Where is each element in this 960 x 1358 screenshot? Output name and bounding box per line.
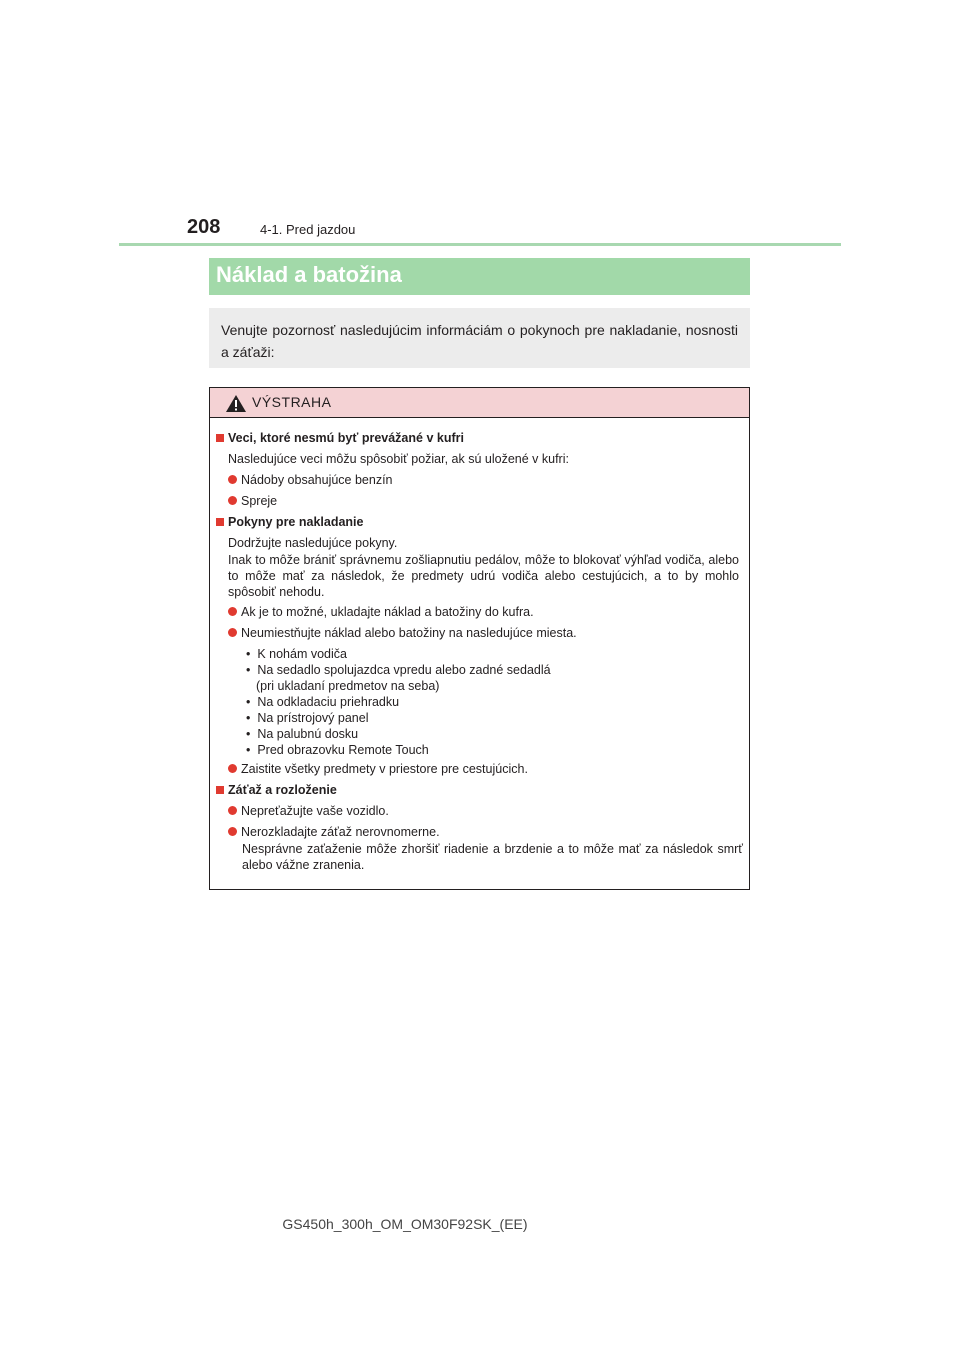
s1-b2-row [228, 494, 277, 508]
s2-text2: Inak to môže brániť správnemu zošliapnutiu pedálov, môže to blokovať výhľad vodiča, alebo to môže mať za následok, že predmety udrú vodiča alebo cestujúcich, a to by mohlo spôsobiť nehodu. [228, 553, 739, 599]
s3-b2: Nerozkladajte záťaž nerovnomerne. [241, 825, 440, 839]
s1-text: Nasledujúce veci môžu spôsobiť požiar, ak sú uložené v kufri: [228, 452, 569, 466]
sub-item-1: • K nohám vodiča [246, 647, 347, 661]
sub-item-2: • Na sedadlo spolujazdca vpredu alebo zadné sedadlá [246, 663, 551, 677]
sub-item-1-text: K nohám vodiča [257, 647, 347, 661]
round-bullet-icon [228, 827, 237, 836]
header-rule [119, 243, 841, 246]
s2-b3: Zaistite všetky predmety v priestore pre cestujúcich. [241, 762, 528, 776]
warning-label: VÝSTRAHA [252, 394, 332, 410]
s1-b1-row [228, 473, 393, 487]
s3-heading-row [216, 783, 337, 797]
warning-triangle-icon [225, 394, 247, 413]
warning-box [209, 387, 750, 890]
square-bullet-icon [216, 518, 224, 526]
intro-box: Venujte pozornosť nasledujúcim informáciám o pokynoch pre nakladanie, nosnosti a záťaži: [209, 308, 750, 368]
round-bullet-icon [228, 475, 237, 484]
s3-b1: Nepreťažujte vaše vozidlo. [241, 804, 389, 818]
round-bullet-icon [228, 806, 237, 815]
square-bullet-icon [216, 786, 224, 794]
footer-code: GS450h_300h_OM_OM30F92SK_(EE) [282, 1216, 528, 1232]
s1-b2: Spreje [241, 494, 278, 508]
s3-b2-row [228, 825, 440, 839]
s2-b2: Neumiestňujte náklad alebo batožiny na nasledujúce miesta. [241, 626, 577, 640]
sub-item-3: • Na odkladaciu priehradku [246, 695, 400, 709]
warning-header [210, 388, 749, 418]
s1-heading: Veci, ktoré nesmú byť prevážané v kufri [228, 431, 464, 445]
s3-heading: Záťaž a rozloženie [228, 783, 337, 797]
s2-b1-row [228, 605, 534, 619]
s1-heading-row [216, 431, 464, 445]
section-label: 4-1. Pred jazdou [260, 222, 356, 237]
sub-item-6-text: Pred obrazovku Remote Touch [257, 743, 429, 757]
s2-b3-row [228, 762, 528, 776]
s2-b1: Ak je to možné, ukladajte náklad a batožiny do kufra. [241, 605, 534, 619]
s3-b2-text: Nesprávne zaťaženie môže zhoršiť riadenie a brzdenie a to môže mať za následok smrť alebo vážne zranenia. [242, 842, 743, 872]
s2-text1: Dodržujte nasledujúce pokyny. [228, 536, 398, 550]
sub-item-5: • Na palubnú dosku [246, 727, 359, 741]
s2-heading-row [216, 515, 363, 529]
s2-heading: Pokyny pre nakladanie [228, 515, 364, 529]
page-title: Náklad a batožina [216, 262, 402, 287]
s1-b1: Nádoby obsahujúce benzín [241, 473, 393, 487]
round-bullet-icon [228, 628, 237, 637]
sub-item-3-text: Na odkladaciu priehradku [257, 695, 400, 709]
sub-item-4: • Na prístrojový panel [246, 711, 369, 725]
sub-item-6: • Pred obrazovku Remote Touch [246, 743, 429, 757]
title-bar [209, 258, 750, 295]
square-bullet-icon [216, 434, 224, 442]
footer [0, 1216, 960, 1232]
sub-item-2-text: Na sedadlo spolujazdca vpredu alebo zadné sedadlá [257, 663, 551, 677]
page-number: 208 [187, 216, 221, 238]
sub-item-2b: (pri ukladaní predmetov na seba) [256, 679, 440, 693]
s3-b1-row [228, 804, 389, 818]
sub-item-5-text: Na palubnú dosku [257, 727, 359, 741]
sub-item-4-text: Na prístrojový panel [257, 711, 369, 725]
s2-b2-row [228, 626, 577, 640]
round-bullet-icon [228, 496, 237, 505]
round-bullet-icon [228, 764, 237, 773]
round-bullet-icon [228, 607, 237, 616]
